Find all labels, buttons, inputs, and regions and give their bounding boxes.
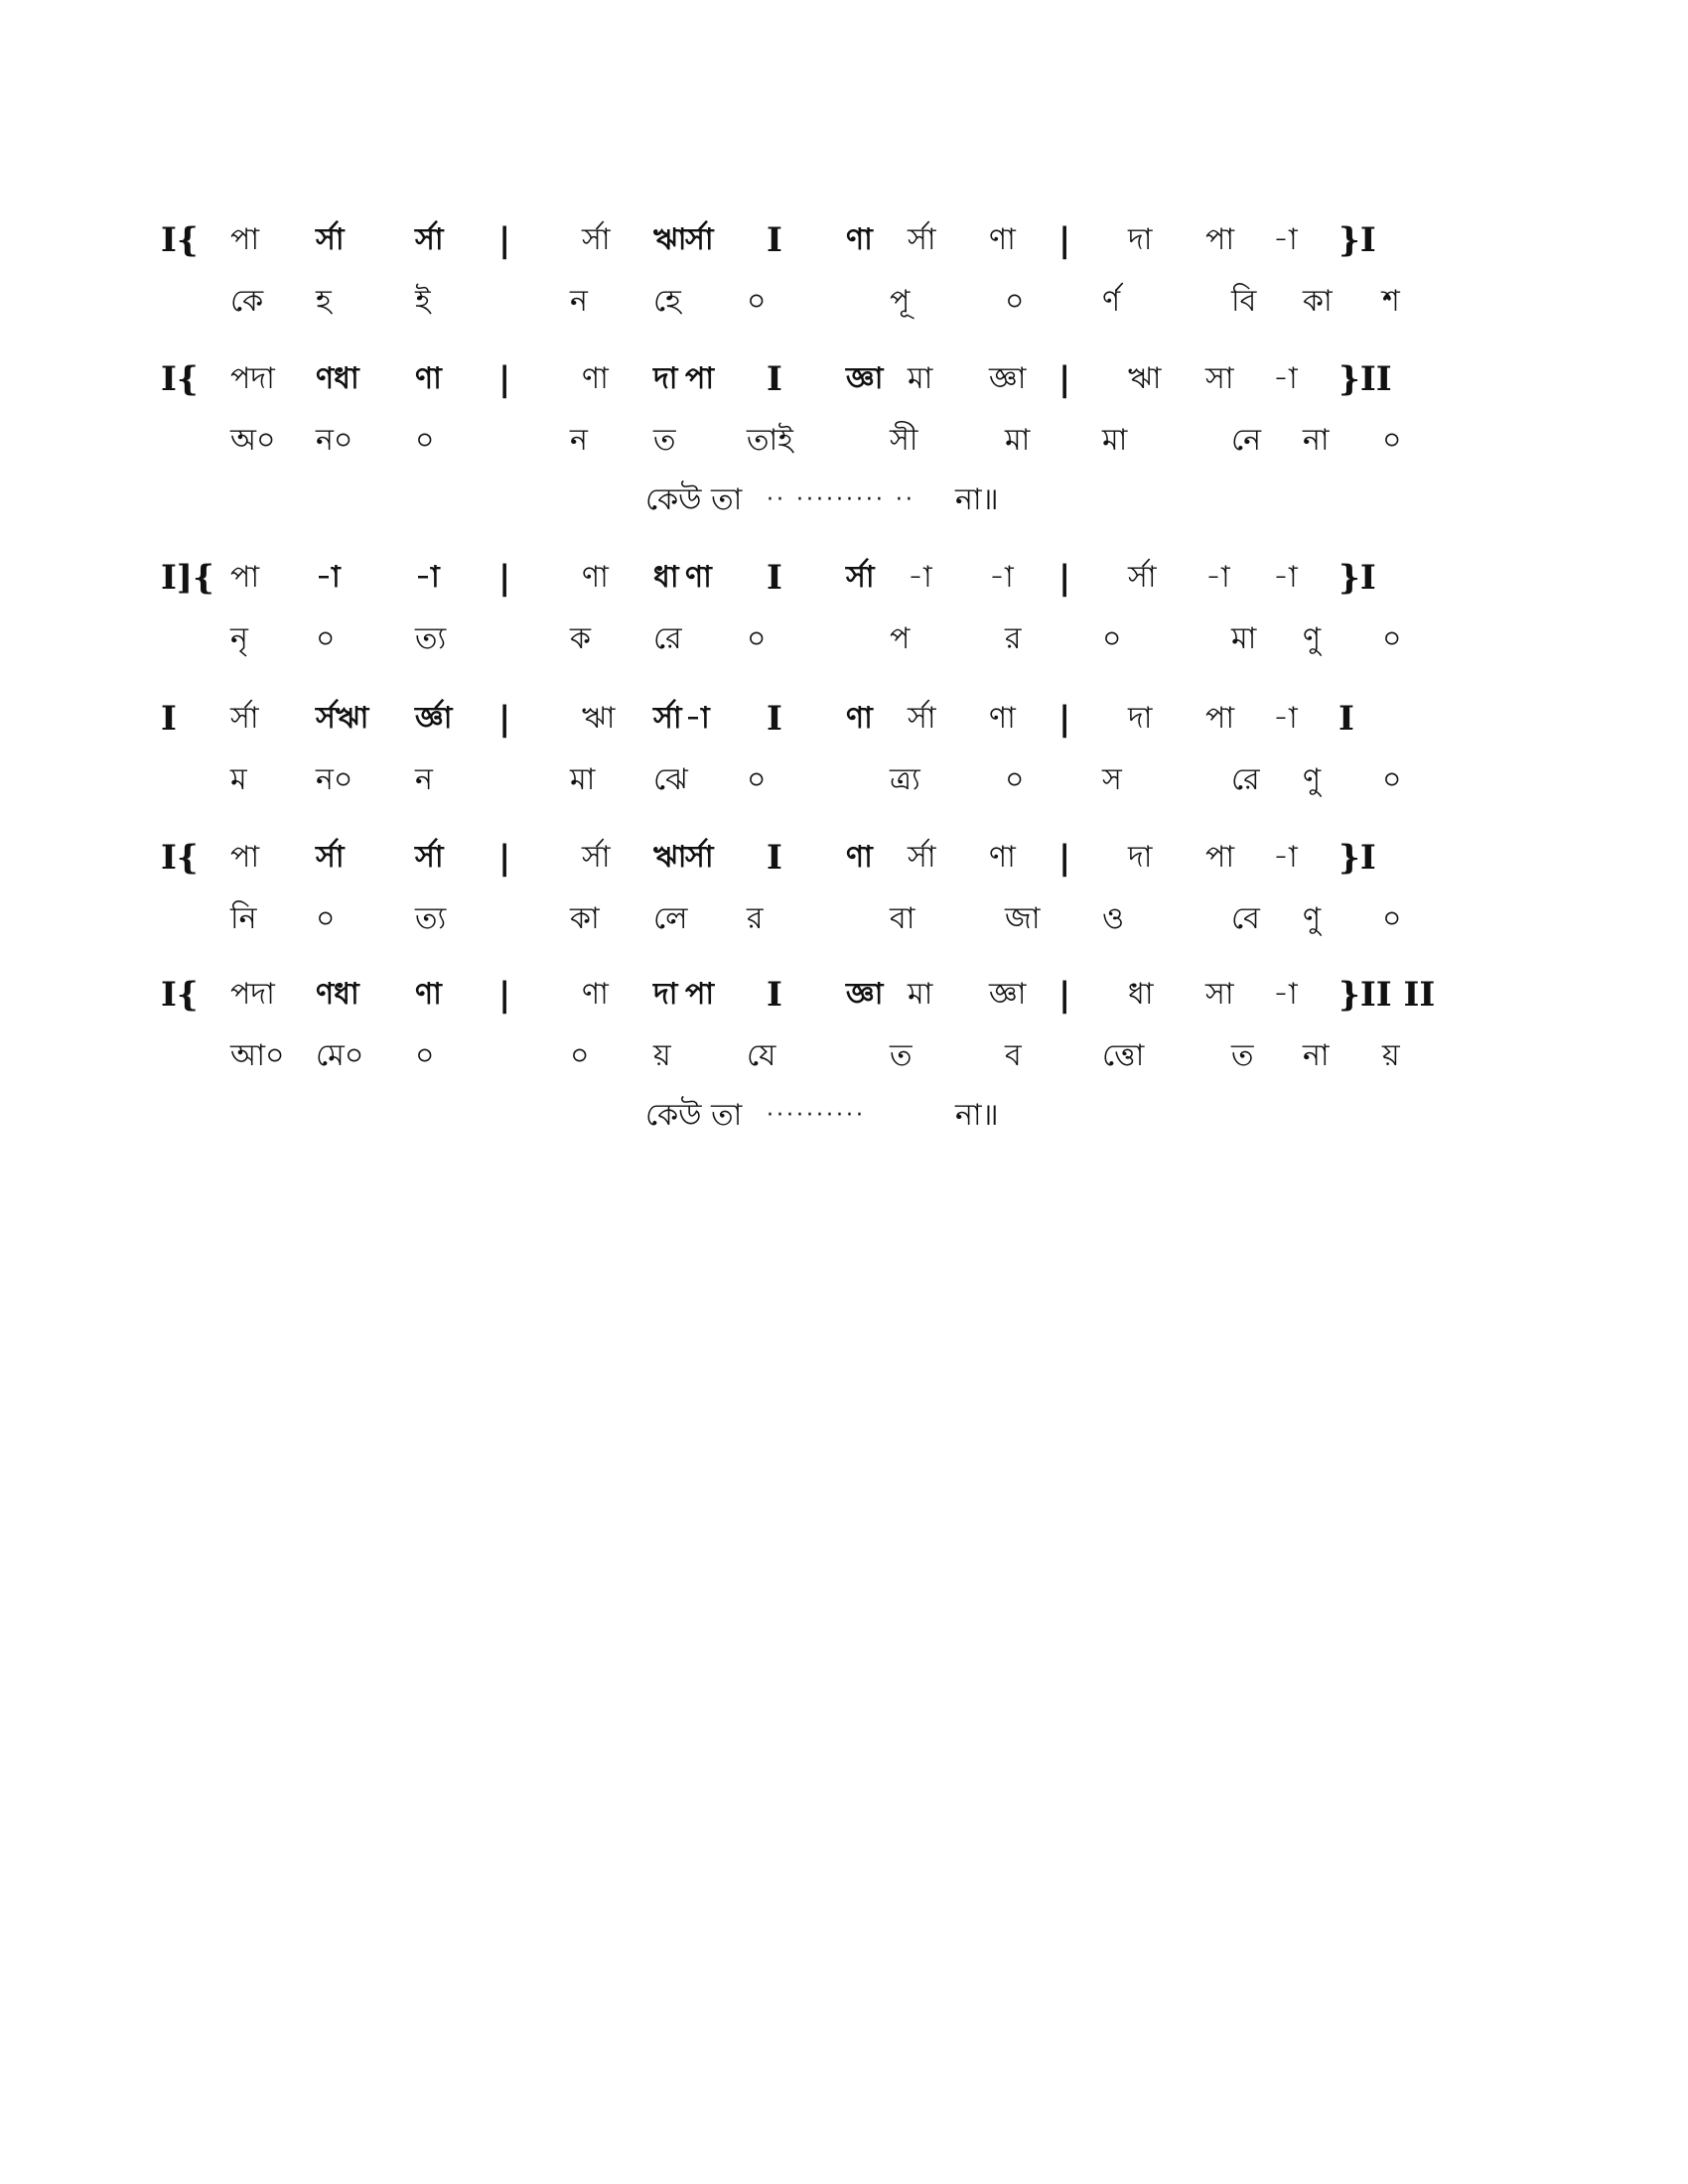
bar-symbol: | <box>1058 220 1071 260</box>
bar-symbol: | <box>1058 838 1071 878</box>
refrain-end: না॥ <box>955 482 999 517</box>
refrain-line <box>0 1092 1688 1140</box>
lyric-syllable: কে <box>230 284 264 319</box>
lyric-row <box>0 417 1688 465</box>
note: ণা <box>582 977 609 1012</box>
lyric-syllable: বি <box>1231 284 1257 319</box>
bar-symbol: I <box>1338 699 1354 739</box>
lyric-syllable: ণু <box>1303 762 1322 797</box>
note: -া <box>1273 840 1298 875</box>
note: ণধা <box>316 361 359 396</box>
bar-symbol: I <box>767 699 782 739</box>
bar-symbol: }I <box>1338 558 1376 598</box>
refrain-start: কেউ তা <box>645 482 743 517</box>
bar-symbol: | <box>1058 975 1071 1015</box>
lyric-syllable: মে০ <box>316 1038 364 1073</box>
lyric-row <box>0 895 1688 943</box>
note: ণা <box>582 560 609 595</box>
bar-symbol: | <box>1058 359 1071 399</box>
bar-symbol: }I <box>1338 220 1376 260</box>
note: ণা <box>415 977 442 1012</box>
lyric-syllable: ত <box>653 423 676 458</box>
lyric-syllable: জা <box>1005 901 1041 936</box>
notation-row <box>0 554 1688 602</box>
note: পা <box>685 977 715 1012</box>
lyric-syllable: য় <box>1382 1038 1400 1073</box>
note: র্সা <box>846 560 875 595</box>
lyric-syllable: ত্য <box>415 621 447 656</box>
note: পদা <box>230 977 275 1012</box>
refrain-dots: ·· ········· ·· <box>767 487 915 512</box>
lyric-syllable: য় <box>653 1038 671 1073</box>
lyric-syllable: শ <box>1382 284 1400 319</box>
note: র্সা <box>908 701 936 736</box>
bar-symbol: I{ <box>161 220 199 260</box>
note: ণা <box>989 222 1016 257</box>
lyric-syllable: ০ <box>1382 762 1402 797</box>
bar-symbol: I <box>767 359 782 399</box>
note: -া <box>1273 222 1298 257</box>
bar-symbol: | <box>498 699 511 739</box>
lyric-syllable: হে <box>653 284 681 319</box>
note: পা <box>230 222 260 257</box>
bar-symbol: I <box>161 699 177 739</box>
lyric-syllable: ক <box>570 621 591 656</box>
note: ঋা <box>653 222 687 257</box>
lyric-syllable: স <box>1102 762 1122 797</box>
lyric-syllable: মা <box>1005 423 1031 458</box>
lyric-syllable: ত্র্য <box>890 762 920 797</box>
note: পা <box>1205 840 1235 875</box>
lyric-syllable: পূ <box>890 284 911 319</box>
note: ঋা <box>1128 361 1162 396</box>
lyric-syllable: রে <box>653 621 682 656</box>
lyric-syllable: বে <box>1231 901 1260 936</box>
lyric-syllable: কা <box>570 901 600 936</box>
lyric-syllable: লে <box>653 901 688 936</box>
lyric-syllable: ০ <box>747 762 767 797</box>
bar-symbol: I{ <box>161 359 199 399</box>
lyric-syllable: ন০ <box>316 423 353 458</box>
note: র্সা <box>908 222 936 257</box>
note: জ্ঞা <box>989 361 1027 396</box>
lyric-syllable: আ০ <box>230 1038 285 1073</box>
refrain-start: কেউ তা <box>645 1098 743 1133</box>
note: ধা <box>1128 977 1154 1012</box>
note: -া <box>1273 977 1298 1012</box>
lyric-syllable: ০ <box>1005 284 1025 319</box>
lyric-syllable: প <box>890 621 911 656</box>
note: পা <box>1205 701 1235 736</box>
lyric-syllable: না <box>1303 1038 1330 1073</box>
bar-symbol: I <box>767 220 782 260</box>
notation-row <box>0 971 1688 1019</box>
notation-row <box>0 834 1688 882</box>
bar-symbol: I{ <box>161 975 199 1015</box>
lyric-syllable: ০ <box>316 621 336 656</box>
lyric-row <box>0 278 1688 326</box>
note: জ্ঞা <box>989 977 1027 1012</box>
lyric-syllable: সী <box>890 423 918 458</box>
lyric-syllable: ঝে <box>653 762 688 797</box>
lyric-syllable: ০ <box>1382 901 1402 936</box>
refrain-end: না॥ <box>955 1098 999 1133</box>
note: পা <box>230 560 260 595</box>
lyric-syllable: র <box>747 901 764 936</box>
note: র্সা <box>582 222 611 257</box>
lyric-syllable: অ০ <box>230 423 276 458</box>
bar-symbol: I <box>767 975 782 1015</box>
note: -া <box>1273 361 1298 396</box>
notation-row <box>0 355 1688 403</box>
note: -া <box>1273 701 1298 736</box>
note: দা <box>1128 840 1153 875</box>
lyric-syllable: ০ <box>1005 762 1025 797</box>
lyric-syllable: তাই <box>747 423 793 458</box>
note: র্সা <box>316 222 345 257</box>
lyric-syllable: মা <box>1102 423 1128 458</box>
note: দা <box>1128 222 1153 257</box>
bar-symbol: I <box>767 838 782 878</box>
lyric-syllable: ০ <box>1382 423 1402 458</box>
note: দা <box>653 977 678 1012</box>
bar-symbol: | <box>498 220 511 260</box>
lyric-syllable: ম <box>230 762 247 797</box>
lyric-syllable: ত্তো <box>1102 1038 1145 1073</box>
note: র্সা <box>415 222 444 257</box>
note: ঋা <box>582 701 616 736</box>
lyric-syllable: ত <box>1231 1038 1254 1073</box>
note: র্জ্ঞা <box>415 701 453 736</box>
refrain-dots: ·········· <box>767 1103 866 1128</box>
lyric-syllable: র <box>1005 621 1022 656</box>
note: মা <box>908 977 933 1012</box>
lyric-syllable: নৃ <box>230 621 248 656</box>
bar-symbol: I]{ <box>161 558 214 598</box>
bar-symbol: }I <box>1338 838 1376 878</box>
note: দা <box>653 361 678 396</box>
note: দা <box>1128 701 1153 736</box>
note: পা <box>1205 222 1235 257</box>
bar-symbol: }II II <box>1338 975 1436 1015</box>
lyric-syllable: ০ <box>415 1038 435 1073</box>
lyric-syllable: ০ <box>747 621 767 656</box>
lyric-syllable: ত <box>890 1038 913 1073</box>
refrain-line <box>0 477 1688 524</box>
lyric-syllable: মা <box>570 762 596 797</box>
lyric-syllable: ০ <box>1102 621 1122 656</box>
lyric-row <box>0 1032 1688 1080</box>
lyric-syllable: ত্য <box>415 901 447 936</box>
lyric-syllable: ব <box>1005 1038 1022 1073</box>
note: ঋা <box>653 840 687 875</box>
bar-symbol: | <box>1058 699 1071 739</box>
lyric-syllable: ০ <box>1382 621 1402 656</box>
lyric-syllable: নে <box>1231 423 1262 458</box>
note: র্সা <box>415 840 444 875</box>
lyric-row <box>0 615 1688 663</box>
note: সা <box>1205 977 1234 1012</box>
lyric-syllable: না <box>1303 423 1330 458</box>
note: -া <box>415 560 440 595</box>
note: ণা <box>989 840 1016 875</box>
note: ধা <box>653 560 679 595</box>
lyric-syllable: ন০ <box>316 762 353 797</box>
note: ণধা <box>316 977 359 1012</box>
lyric-syllable: ণু <box>1303 901 1322 936</box>
bar-symbol: | <box>498 838 511 878</box>
lyric-syllable: ০ <box>316 901 336 936</box>
note: পা <box>685 361 715 396</box>
bar-symbol: I{ <box>161 838 199 878</box>
lyric-syllable: হ <box>316 284 332 319</box>
lyric-syllable: ন <box>415 762 433 797</box>
note: র্সা <box>582 840 611 875</box>
note: পদা <box>230 361 275 396</box>
note: -া <box>1205 560 1230 595</box>
note: র্সঋা <box>316 701 369 736</box>
note: -া <box>685 701 710 736</box>
lyric-syllable: কা <box>1303 284 1333 319</box>
lyric-syllable: ০ <box>747 284 767 319</box>
note: ণা <box>846 840 873 875</box>
note: সা <box>1205 361 1234 396</box>
lyric-syllable: বা <box>890 901 915 936</box>
lyric-syllable: ০ <box>415 423 435 458</box>
note: র্সা <box>316 840 345 875</box>
note: জ্ঞা <box>846 361 884 396</box>
bar-symbol: I <box>767 558 782 598</box>
lyric-syllable: রে <box>1231 762 1260 797</box>
lyric-syllable: ই <box>415 284 431 319</box>
lyric-syllable: র্ণ <box>1102 284 1121 319</box>
note: ণা <box>846 701 873 736</box>
note: -া <box>316 560 341 595</box>
note: জ্ঞা <box>846 977 884 1012</box>
notation-row <box>0 695 1688 743</box>
lyric-syllable: মা <box>1231 621 1257 656</box>
lyric-syllable: ণু <box>1303 621 1322 656</box>
note: -া <box>989 560 1014 595</box>
bar-symbol: | <box>498 359 511 399</box>
note: র্সা <box>653 701 682 736</box>
note: ণা <box>989 701 1016 736</box>
bar-symbol: | <box>1058 558 1071 598</box>
note: ণা <box>846 222 873 257</box>
lyric-syllable: নি <box>230 901 257 936</box>
note: ণা <box>582 361 609 396</box>
note: -া <box>1273 560 1298 595</box>
note: র্সা <box>685 840 714 875</box>
notation-row <box>0 216 1688 264</box>
lyric-syllable: ন <box>570 284 588 319</box>
note: র্সা <box>230 701 259 736</box>
note: ণা <box>415 361 442 396</box>
bar-symbol: | <box>498 558 511 598</box>
note: -া <box>908 560 932 595</box>
lyric-syllable: ও <box>1102 901 1125 936</box>
note: পা <box>230 840 260 875</box>
lyric-syllable: ন <box>570 423 588 458</box>
note: র্সা <box>1128 560 1157 595</box>
note: র্সা <box>685 222 714 257</box>
bar-symbol: | <box>498 975 511 1015</box>
lyric-syllable: ০ <box>570 1038 590 1073</box>
lyric-row <box>0 756 1688 804</box>
note: মা <box>908 361 933 396</box>
note: ণা <box>685 560 712 595</box>
bar-symbol: }II <box>1338 359 1392 399</box>
lyric-syllable: যে <box>747 1038 776 1073</box>
note: র্সা <box>908 840 936 875</box>
